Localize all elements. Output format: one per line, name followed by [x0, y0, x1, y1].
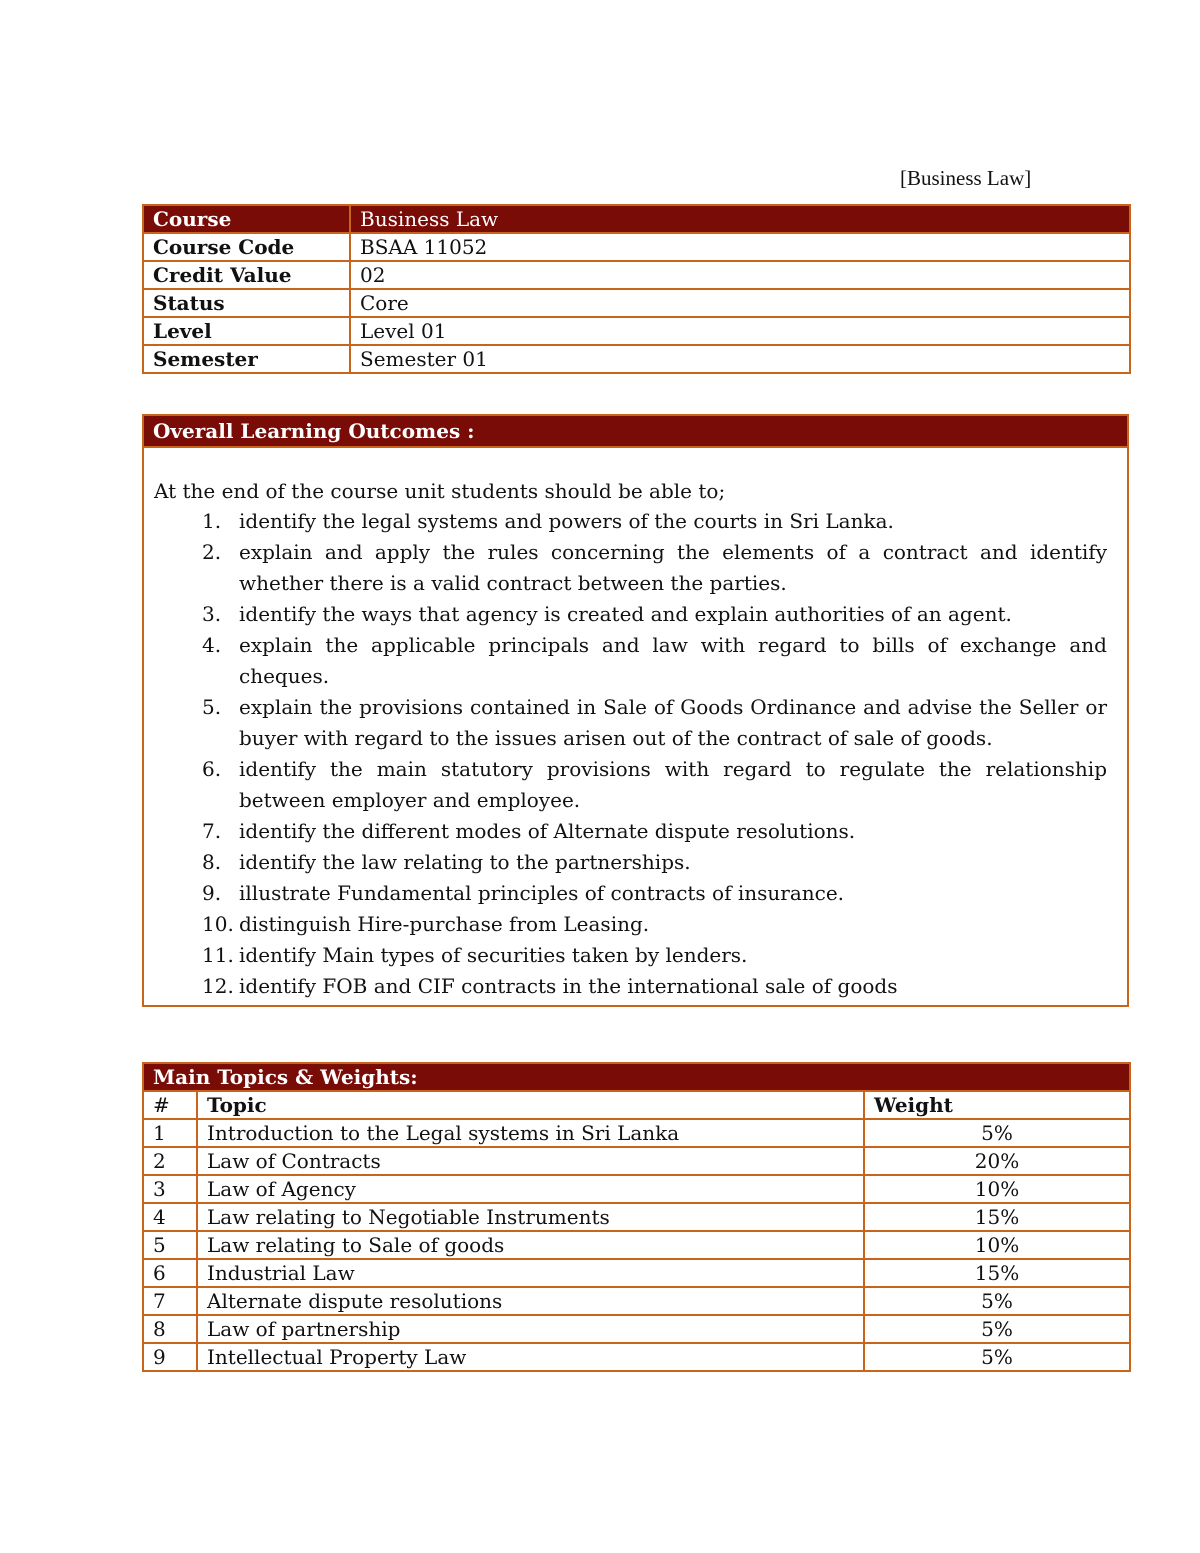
- document-header-tag: [Business Law]: [900, 166, 1032, 190]
- topic-weight: 5%: [864, 1343, 1130, 1371]
- topic-number: 2: [143, 1147, 197, 1175]
- list-item: [144, 847, 1117, 878]
- list-item-text: identify the different modes of Alternate dispute resolutions.: [239, 819, 856, 843]
- list-item-text: identify FOB and CIF contracts in the international sale of goods: [239, 974, 898, 998]
- course-code-label: Course Code: [143, 233, 350, 261]
- list-item-number: 12.: [202, 974, 234, 998]
- topic-name: Intellectual Property Law: [197, 1343, 864, 1371]
- topic-name: Law of Contracts: [197, 1147, 864, 1175]
- list-item: [144, 630, 1117, 692]
- table-row: [143, 1175, 1130, 1203]
- level-label: Level: [143, 317, 350, 345]
- course-label: Course: [143, 205, 350, 233]
- topics-title: Main Topics & Weights:: [143, 1063, 1130, 1091]
- topic-number: 7: [143, 1287, 197, 1315]
- column-header-weight: Weight: [864, 1091, 1130, 1119]
- topic-number: 1: [143, 1119, 197, 1147]
- list-item: [144, 816, 1117, 847]
- list-item-number: 9.: [202, 881, 222, 905]
- topic-weight: 15%: [864, 1259, 1130, 1287]
- table-row: [143, 1343, 1130, 1371]
- topic-number: 6: [143, 1259, 197, 1287]
- semester-label: Semester: [143, 345, 350, 373]
- topics-title-row: [143, 1063, 1130, 1091]
- credit-value-label: Credit Value: [143, 261, 350, 289]
- list-item-text: explain the provisions contained in Sale of Goods Ordinance and advise the Seller or buyer with regard to the issues arisen out of the contract of sale of goods.: [239, 695, 1107, 750]
- course-code-value: BSAA 11052: [350, 233, 1130, 261]
- table-row: [143, 1259, 1130, 1287]
- list-item-number: 11.: [202, 943, 234, 967]
- course-info-row: [143, 205, 1130, 233]
- topic-weight: 5%: [864, 1315, 1130, 1343]
- table-row: [143, 1119, 1130, 1147]
- topic-name: Industrial Law: [197, 1259, 864, 1287]
- list-item-text: identify the law relating to the partnerships.: [239, 850, 691, 874]
- topics-header-row: [143, 1091, 1130, 1119]
- topic-weight: 15%: [864, 1203, 1130, 1231]
- learning-outcomes-section: [142, 414, 1129, 1007]
- list-item: [144, 692, 1117, 754]
- list-item-text: explain and apply the rules concerning the elements of a contract and identify whether there is a valid contract between the parties.: [239, 540, 1107, 595]
- table-row: [143, 1147, 1130, 1175]
- list-item: [144, 754, 1117, 816]
- list-item: [144, 506, 1117, 537]
- list-item-text: identify the main statutory provisions with regard to regulate the relationship between employer and employee.: [239, 757, 1107, 812]
- list-item: [144, 537, 1117, 599]
- topic-name: Law relating to Negotiable Instruments: [197, 1203, 864, 1231]
- table-row: [143, 1315, 1130, 1343]
- topic-name: Law relating to Sale of goods: [197, 1231, 864, 1259]
- semester-value: Semester 01: [350, 345, 1130, 373]
- list-item-number: 7.: [202, 819, 222, 843]
- list-item-text: explain the applicable principals and law with regard to bills of exchange and cheques.: [239, 633, 1107, 688]
- topic-number: 8: [143, 1315, 197, 1343]
- course-info-row: [143, 261, 1130, 289]
- status-label: Status: [143, 289, 350, 317]
- course-info-table: [142, 204, 1131, 374]
- topic-name: Introduction to the Legal systems in Sri Lanka: [197, 1119, 864, 1147]
- list-item-number: 5.: [202, 695, 222, 719]
- topic-weight: 5%: [864, 1119, 1130, 1147]
- topic-name: Alternate dispute resolutions: [197, 1287, 864, 1315]
- topics-weights-table: [142, 1062, 1131, 1372]
- topic-number: 9: [143, 1343, 197, 1371]
- list-item: [144, 909, 1117, 940]
- list-item-number: 8.: [202, 850, 222, 874]
- column-header-topic: Topic: [197, 1091, 864, 1119]
- list-item: [144, 940, 1117, 971]
- topic-weight: 20%: [864, 1147, 1130, 1175]
- list-item: [144, 971, 1117, 1002]
- status-value: Core: [350, 289, 1130, 317]
- column-header-num: #: [143, 1091, 197, 1119]
- list-item-number: 4.: [202, 633, 222, 657]
- table-row: [143, 1287, 1130, 1315]
- topic-name: Law of partnership: [197, 1315, 864, 1343]
- list-item-text: identify the ways that agency is created and explain authorities of an agent.: [239, 602, 1012, 626]
- topic-number: 5: [143, 1231, 197, 1259]
- topic-number: 3: [143, 1175, 197, 1203]
- course-info-row: [143, 345, 1130, 373]
- list-item-number: 10.: [202, 912, 234, 936]
- list-item-text: distinguish Hire-purchase from Leasing.: [239, 912, 650, 936]
- learning-outcomes-intro: At the end of the course unit students should be able to;: [154, 479, 726, 503]
- list-item: [144, 878, 1117, 909]
- list-item-text: identify Main types of securities taken by lenders.: [239, 943, 748, 967]
- credit-value-value: 02: [350, 261, 1130, 289]
- list-item: [144, 599, 1117, 630]
- topic-weight: 10%: [864, 1175, 1130, 1203]
- course-value: Business Law: [350, 205, 1130, 233]
- topic-weight: 5%: [864, 1287, 1130, 1315]
- table-row: [143, 1203, 1130, 1231]
- course-info-row: [143, 289, 1130, 317]
- topic-number: 4: [143, 1203, 197, 1231]
- topic-name: Law of Agency: [197, 1175, 864, 1203]
- list-item-number: 2.: [202, 540, 222, 564]
- course-info-row: [143, 317, 1130, 345]
- list-item-number: 3.: [202, 602, 222, 626]
- learning-outcomes-title: Overall Learning Outcomes :: [144, 416, 1127, 448]
- table-row: [143, 1231, 1130, 1259]
- course-info-row: [143, 233, 1130, 261]
- list-item-text: illustrate Fundamental principles of contracts of insurance.: [239, 881, 845, 905]
- list-item-number: 6.: [202, 757, 222, 781]
- level-value: Level 01: [350, 317, 1130, 345]
- topic-weight: 10%: [864, 1231, 1130, 1259]
- list-item-number: 1.: [202, 509, 222, 533]
- list-item-text: identify the legal systems and powers of the courts in Sri Lanka.: [239, 509, 894, 533]
- learning-outcomes-list: [144, 506, 1117, 1002]
